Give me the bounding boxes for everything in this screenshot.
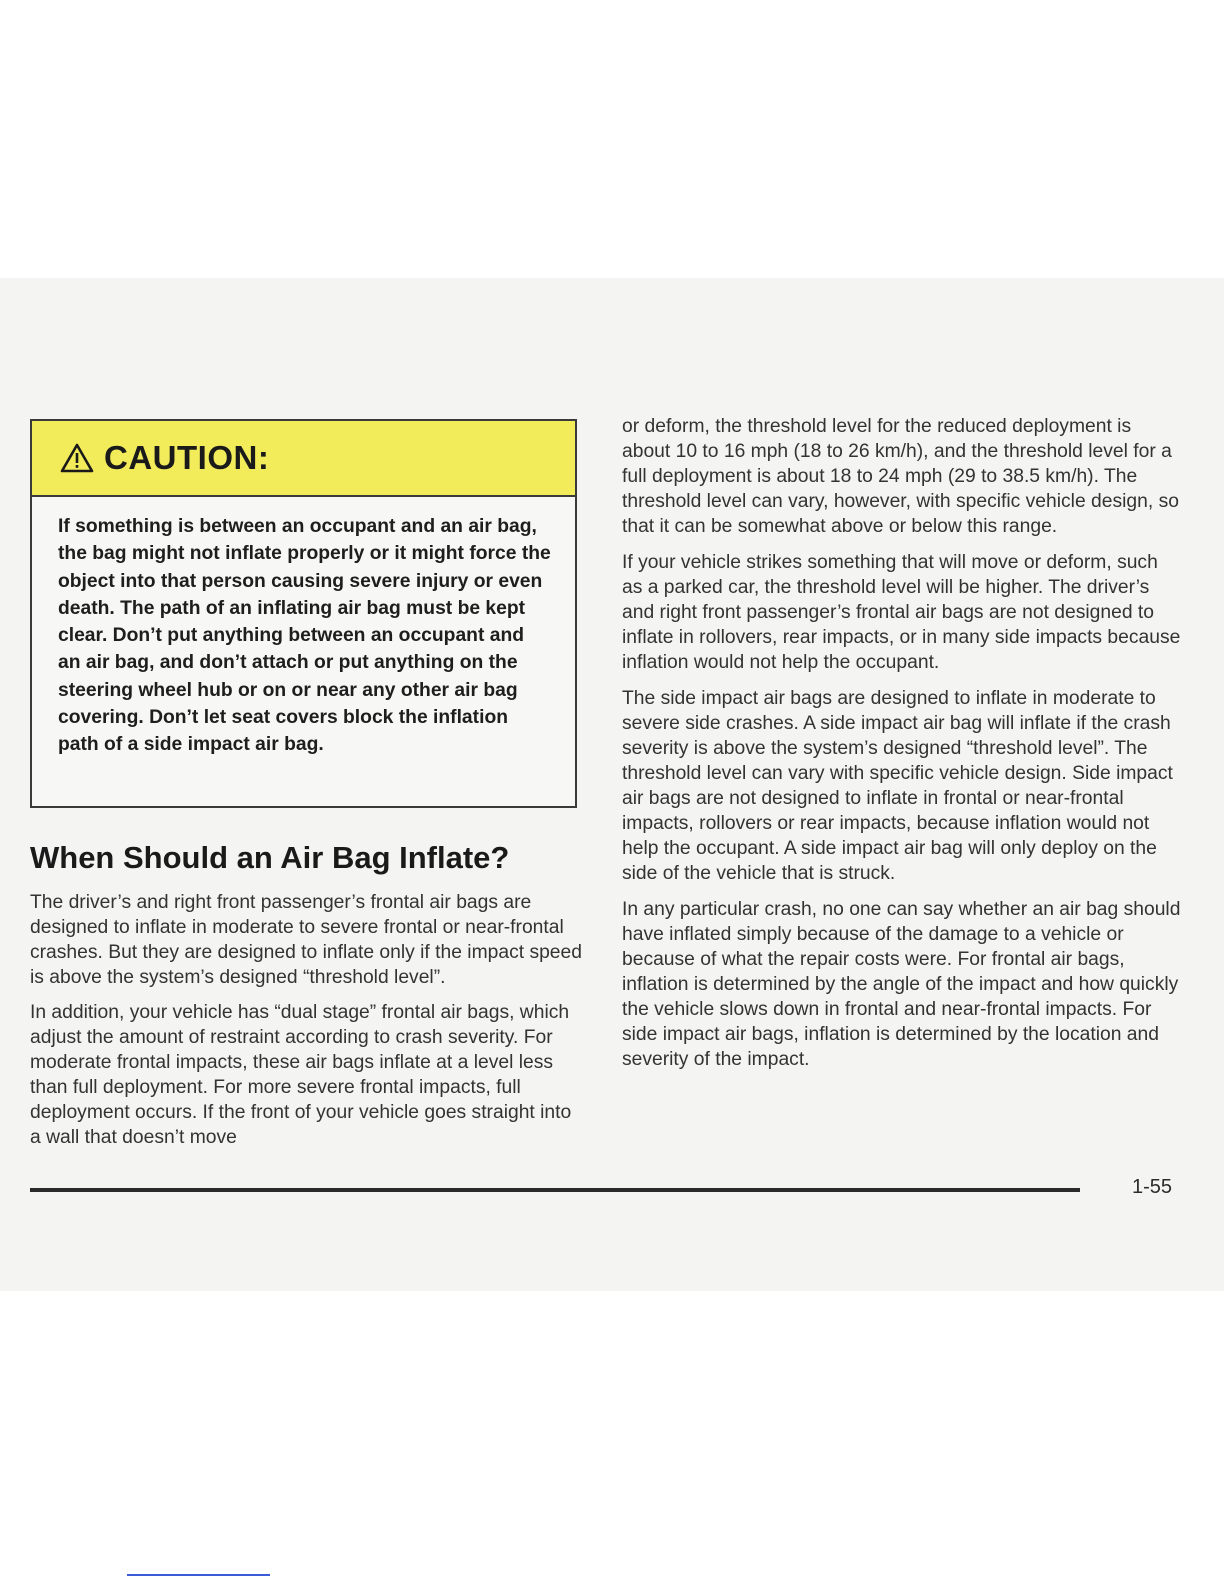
right-column <box>622 414 1182 1083</box>
caution-box <box>30 419 577 808</box>
caution-text: If something is between an occupant and an air bag, the bag might not inflate properly or it might force the object into that person causing severe injury or even death. The path of an inflating air bag must be kept clear. Don’t put anything between an occupant and an air bag, and don’t attach or put anything on the steering wheel hub or on or near any other air bag covering. Don’t let seat covers block the inflation path of a side impact air bag. <box>58 516 551 756</box>
body-paragraph: In addition, your vehicle has “dual stage” frontal air bags, which adjust the amount of restraint according to crash severity. For moderate frontal impacts, these air bags inflate at a level less than full deployment. For more severe frontal impacts, full deployment occurs. If the front of your vehicle goes straight into a wall that doesn’t move <box>30 1002 572 1148</box>
body-paragraph: or deform, the threshold level for the reduced deployment is about 10 to 16 mph (18 to 26 km/h), and the threshold level for a full deployment is about 18 to 24 mph (29 to 38.5 km/h). The threshold level can vary, however, with specific vehicle design, so that it can be somewhat above or below this range. <box>622 416 1179 537</box>
page-number: 1-55 <box>1132 1176 1173 1198</box>
body-paragraph: If your vehicle strikes something that will move or deform, such as a parked car, the threshold level will be higher. The driver’s and right front passenger’s frontal air bags are not designed to inflate in rollovers, rear impacts, or in many side impacts because inflation would not help the occupant. <box>622 552 1181 673</box>
body-paragraph: In any particular crash, no one can say whether an air bag should have inflated simply because of the damage to a vehicle or because of what the repair costs were. For frontal air bags, inflation is determined by the angle of the impact and how quickly the vehicle slows down in frontal and near-frontal impacts. For side impact air bags, inflation is determined by the location and severity of the impact. <box>622 899 1181 1070</box>
body-paragraph: The side impact air bags are designed to inflate in moderate to severe side crashes. A side impact air bag will inflate if the crash severity is above the system’s designed “threshold level”. The threshold level can vary with specific vehicle design. Side impact air bags are not designed to inflate in frontal or near-frontal impacts, rollovers or rear impacts, because inflation would not help the occupant. A side impact air bag will only deploy on the side of the vehicle that is struck. <box>622 688 1173 884</box>
caution-header <box>32 421 575 497</box>
body-paragraph: The driver’s and right front passenger’s frontal air bags are designed to inflate in moderate to severe frontal or near-frontal crashes. But they are designed to inflate only if the impact speed is above the system’s designed “threshold level”. <box>30 892 582 988</box>
footer-rule <box>30 1188 1080 1192</box>
caution-title: CAUTION: <box>104 439 270 476</box>
warning-triangle-icon <box>60 442 94 474</box>
bottom-link-underline <box>127 1574 270 1576</box>
left-column <box>30 838 582 1160</box>
section-heading: When Should an Air Bag Inflate? <box>30 840 510 875</box>
